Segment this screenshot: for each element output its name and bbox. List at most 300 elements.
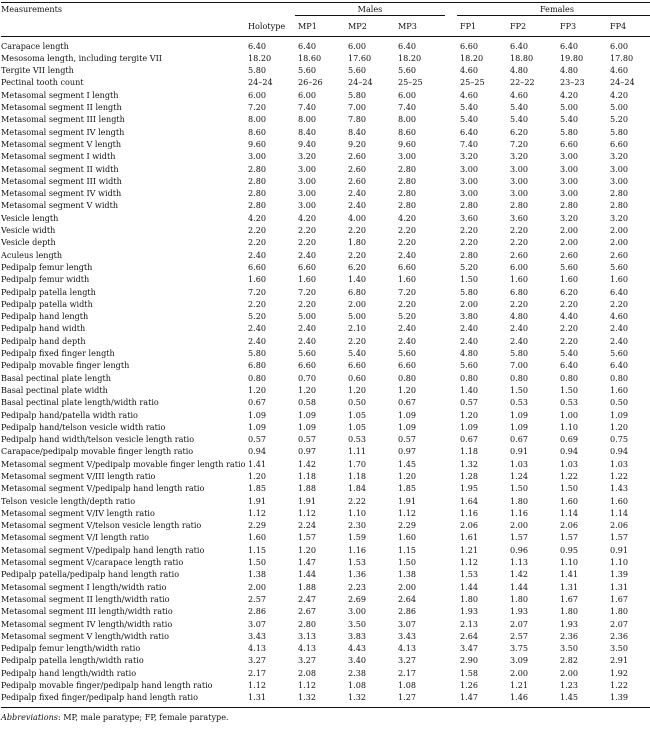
cell-value: 1.91	[298, 495, 317, 506]
row-label: Metasomal segment V/IV length ratio	[1, 507, 155, 518]
row-label: Pedipalp femur length/width ratio	[1, 643, 141, 654]
cell-value: 1.92	[610, 667, 629, 678]
cell-value: 1.20	[398, 384, 417, 395]
cell-value: 2.80	[248, 200, 267, 211]
row-label: Metasomal segment I length/width ratio	[1, 581, 167, 592]
cell-value: 5.40	[348, 348, 367, 359]
cell-value: 1.57	[610, 532, 629, 543]
cell-value: 1.20	[398, 470, 417, 481]
cell-value: 1.85	[248, 483, 267, 494]
cell-value: 1.53	[460, 569, 479, 580]
cell-value: 1.45	[398, 458, 417, 469]
cell-value: 6.00	[510, 261, 529, 272]
group-gap	[445, 568, 457, 580]
cell-value: 23–23	[560, 77, 585, 88]
group-gap	[445, 482, 457, 494]
cell-value: 1.12	[298, 680, 317, 691]
cell-value: 6.80	[348, 286, 367, 297]
cell-value: 3.80	[460, 311, 479, 322]
cell-value: 5.00	[298, 311, 317, 322]
cell-value: 6.40	[460, 126, 479, 137]
row-label: Pedipalp movable finger/pedipalp hand length ratio	[1, 680, 213, 691]
row-label: Pedipalp hand width	[1, 323, 86, 334]
row-label: Metasomal segment IV length	[1, 126, 125, 137]
cell-value: 1.22	[610, 470, 629, 481]
cell-value: 0.60	[348, 372, 367, 383]
cell-value: 2.20	[248, 298, 267, 309]
row-label: Pectinal tooth count	[1, 77, 84, 88]
cell-value: 2.91	[610, 655, 629, 666]
group-gap	[445, 409, 457, 421]
row-label: Metasomal segment V/pedipalp movable finger length ratio	[1, 458, 245, 469]
cell-value: 0.95	[560, 544, 579, 555]
group-gap	[445, 495, 457, 507]
cell-value: 1.93	[510, 606, 529, 617]
cell-value: 2.80	[398, 175, 417, 186]
cell-value: 2.80	[248, 188, 267, 199]
cell-value: 1.32	[345, 691, 395, 707]
row-label: Metasomal segment V length	[1, 138, 122, 149]
cell-value: 2.80	[298, 618, 317, 629]
cell-value: 7.80	[348, 114, 367, 125]
group-gap	[445, 372, 457, 384]
group-gap	[445, 691, 457, 707]
cell-value: 3.00	[510, 163, 529, 174]
row-label: Metasomal segment V/pedipalp hand length ratio	[1, 544, 205, 555]
table-row	[1, 273, 650, 285]
cell-value: 2.60	[348, 175, 367, 186]
cell-value: 2.00	[248, 581, 267, 592]
table-row	[1, 482, 650, 494]
cell-value: 2.22	[348, 495, 367, 506]
cell-value: 0.70	[298, 372, 317, 383]
cell-value: 3.20	[298, 151, 317, 162]
cell-value: 2.40	[298, 323, 317, 334]
measurements-table	[1, 2, 650, 708]
cell-value: 2.38	[348, 667, 367, 678]
cell-value: 1.60	[298, 274, 317, 285]
cell-value: 4.80	[510, 311, 529, 322]
cell-value: 0.80	[248, 372, 267, 383]
cell-value: 1.59	[348, 532, 367, 543]
cell-value: 1.14	[560, 507, 579, 518]
cell-value: 1.09	[610, 409, 629, 420]
cell-value: 1.10	[560, 557, 579, 568]
cell-value: 1.60	[248, 274, 267, 285]
cell-value: 1.09	[398, 409, 417, 420]
cell-value: 2.80	[398, 200, 417, 211]
cell-value: 1.09	[460, 421, 479, 432]
cell-value: 2.20	[460, 225, 479, 236]
cell-value: 1.50	[398, 557, 417, 568]
cell-value: 1.57	[298, 532, 317, 543]
cell-value: 5.20	[398, 311, 417, 322]
group-gap	[445, 163, 457, 175]
cell-value: 1.31	[610, 581, 629, 592]
cell-value: 5.60	[348, 65, 367, 76]
cell-value: 18.80	[510, 52, 534, 63]
cell-value: 1.50	[248, 557, 267, 568]
cell-value: 2.36	[610, 630, 629, 641]
cell-value: 2.40	[398, 249, 417, 260]
cell-value: 6.60	[398, 360, 417, 371]
group-gap	[445, 335, 457, 347]
cell-value: 1.50	[560, 483, 579, 494]
row-label: Carapace length	[1, 40, 69, 51]
cell-value: 4.60	[460, 89, 479, 100]
cell-value: 1.80	[610, 606, 629, 617]
cell-value: 7.40	[460, 138, 479, 149]
table-row	[1, 519, 650, 531]
table-row	[1, 138, 650, 150]
row-label: Metasomal segment II length	[1, 102, 122, 113]
cell-value: 1.09	[298, 409, 317, 420]
cell-value: 1.21	[510, 680, 529, 691]
table-row	[1, 556, 650, 568]
cell-value: 1.58	[460, 667, 479, 678]
group-gap	[445, 52, 457, 64]
cell-value: 0.69	[560, 434, 579, 445]
cell-value: 3.20	[610, 212, 629, 223]
cell-value: 1.13	[510, 557, 529, 568]
cell-value: 3.27	[298, 655, 317, 666]
cell-value: 1.20	[460, 409, 479, 420]
cell-value: 1.05	[348, 421, 367, 432]
row-label: Metasomal segment III width	[1, 175, 122, 186]
row-label: Pedipalp hand width/telson vesicle length ratio	[1, 434, 195, 445]
table-row	[1, 605, 650, 617]
cell-value: 2.00	[560, 225, 579, 236]
cell-value: 0.57	[298, 434, 317, 445]
table-row	[1, 249, 650, 261]
cell-value: 0.94	[560, 446, 579, 457]
row-label: Metasomal segment II width	[1, 163, 119, 174]
row-label: Metasomal segment V/I length ratio	[1, 532, 150, 543]
cell-value: 3.07	[398, 618, 417, 629]
cell-value: 1.09	[510, 409, 529, 420]
cell-value: 2.23	[348, 581, 367, 592]
cell-value: 3.00	[610, 175, 629, 186]
cell-value: 2.17	[398, 667, 417, 678]
cell-value: 1.22	[560, 470, 579, 481]
table-row	[1, 679, 650, 691]
cell-value: 3.43	[248, 630, 267, 641]
group-gap	[445, 581, 457, 593]
group-gap	[445, 249, 457, 261]
cell-value: 5.80	[560, 126, 579, 137]
table-row	[1, 347, 650, 359]
cell-value: 2.20	[398, 298, 417, 309]
group-gap	[445, 126, 457, 138]
table-row	[1, 298, 650, 310]
row-label: Pedipalp patella width	[1, 298, 93, 309]
group-gap	[445, 630, 457, 642]
cell-value: 1.39	[610, 569, 629, 580]
cell-value: 2.90	[460, 655, 479, 666]
cell-value: 6.60	[560, 138, 579, 149]
cell-value: 4.00	[348, 212, 367, 223]
cell-value: 1.00	[560, 409, 579, 420]
cell-value: 1.84	[348, 483, 367, 494]
cell-value: 6.60	[610, 138, 629, 149]
cell-value: 1.67	[560, 593, 579, 604]
cell-value: 1.93	[560, 618, 579, 629]
cell-value: 4.60	[510, 89, 529, 100]
cell-value: 2.40	[298, 249, 317, 260]
group-gap	[445, 359, 457, 371]
cell-value: 2.57	[248, 593, 267, 604]
group-gap	[445, 261, 457, 273]
table-row	[1, 286, 650, 298]
cell-value: 2.47	[298, 593, 317, 604]
table-row	[1, 433, 650, 445]
cell-value: 2.40	[460, 335, 479, 346]
cell-value: 2.80	[460, 200, 479, 211]
column-header-mp3: MP3	[395, 16, 445, 36]
cell-value: 4.20	[248, 212, 267, 223]
cell-value: 2.20	[560, 298, 579, 309]
row-label: Metasomal segment I width	[1, 151, 116, 162]
cell-value: 3.60	[460, 212, 479, 223]
cell-value: 1.15	[248, 544, 267, 555]
table-row	[1, 544, 650, 556]
cell-value: 6.00	[348, 40, 367, 51]
cell-value: 1.27	[395, 691, 445, 707]
cell-value: 4.20	[610, 89, 629, 100]
cell-value: 9.60	[248, 138, 267, 149]
column-header-row	[1, 16, 650, 36]
cell-value: 1.15	[398, 544, 417, 555]
cell-value: 0.58	[298, 397, 317, 408]
cell-value: 6.60	[248, 261, 267, 272]
cell-value: 1.40	[460, 384, 479, 395]
table-row	[1, 359, 650, 371]
table-row	[1, 409, 650, 421]
cell-value: 2.20	[510, 225, 529, 236]
table-row	[1, 261, 650, 273]
cell-value: 2.40	[348, 188, 367, 199]
cell-value: 1.57	[510, 532, 529, 543]
cell-value: 1.44	[298, 569, 317, 580]
cell-value: 2.00	[610, 237, 629, 248]
table-row	[1, 163, 650, 175]
cell-value: 1.88	[298, 581, 317, 592]
column-header-mp2: MP2	[345, 16, 395, 36]
cell-value: 5.80	[248, 348, 267, 359]
table-row	[1, 421, 650, 433]
cell-value: 0.80	[610, 372, 629, 383]
cell-value: 2.60	[510, 249, 529, 260]
cell-value: 1.38	[398, 569, 417, 580]
table-row	[1, 568, 650, 580]
cell-value: 2.40	[510, 335, 529, 346]
table-row	[1, 581, 650, 593]
cell-value: 1.16	[460, 507, 479, 518]
group-gap	[445, 150, 457, 162]
row-label: Pedipalp movable finger length	[1, 360, 130, 371]
table-row	[1, 113, 650, 125]
cell-value: 8.60	[248, 126, 267, 137]
cell-value: 7.00	[348, 102, 367, 113]
cell-value: 8.40	[348, 126, 367, 137]
cell-value: 3.00	[560, 188, 579, 199]
cell-value: 2.30	[348, 520, 367, 531]
cell-value: 1.42	[298, 458, 317, 469]
row-label: Pedipalp hand length/width ratio	[1, 667, 137, 678]
cell-value: 1.53	[348, 557, 367, 568]
cell-value: 3.00	[560, 163, 579, 174]
cell-value: 1.85	[398, 483, 417, 494]
column-header-mp1: MP1	[295, 16, 345, 36]
cell-value: 1.03	[610, 458, 629, 469]
cell-value: 2.80	[460, 249, 479, 260]
cell-value: 5.20	[610, 114, 629, 125]
row-label: Metasomal segment II length/width ratio	[1, 593, 170, 604]
cell-value: 1.16	[348, 544, 367, 555]
table-row	[1, 101, 650, 113]
cell-value: 4.80	[460, 348, 479, 359]
cell-value: 2.20	[248, 225, 267, 236]
cell-value: 18.20	[460, 52, 484, 63]
cell-value: 2.20	[298, 225, 317, 236]
cell-value: 2.60	[610, 249, 629, 260]
cell-value: 7.20	[248, 102, 267, 113]
cell-value: 2.20	[298, 298, 317, 309]
row-label: Pedipalp hand/patella width ratio	[1, 409, 138, 420]
cell-value: 6.60	[460, 40, 479, 51]
cell-value: 0.91	[610, 544, 629, 555]
cell-value: 0.80	[460, 372, 479, 383]
cell-value: 1.50	[460, 274, 479, 285]
cell-value: 1.80	[560, 606, 579, 617]
cell-value: 2.80	[610, 188, 629, 199]
cell-value: 1.03	[560, 458, 579, 469]
cell-value: 5.60	[398, 348, 417, 359]
cell-value: 1.09	[248, 409, 267, 420]
cell-value: 2.00	[398, 581, 417, 592]
row-label: Basal pectinal plate length/width ratio	[1, 397, 159, 408]
row-label: Metasomal segment III length	[1, 114, 125, 125]
cell-value: 3.00	[298, 200, 317, 211]
cell-value: 1.18	[460, 446, 479, 457]
group-gap	[445, 310, 457, 322]
row-label: Metasomal segment I length	[1, 89, 119, 100]
cell-value: 0.50	[610, 397, 629, 408]
cell-value: 0.57	[248, 434, 267, 445]
cell-value: 2.40	[298, 335, 317, 346]
cell-value: 0.57	[460, 397, 479, 408]
table-body	[1, 36, 650, 707]
cell-value: 1.60	[610, 274, 629, 285]
group-gap	[445, 36, 457, 52]
cell-value: 3.50	[560, 643, 579, 654]
cell-value: 1.12	[460, 557, 479, 568]
cell-value: 5.20	[460, 261, 479, 272]
cell-value: 2.80	[398, 188, 417, 199]
row-label: Metasomal segment IV width	[1, 188, 122, 199]
cell-value: 2.67	[298, 606, 317, 617]
cell-value: 1.20	[298, 384, 317, 395]
group-gap	[445, 421, 457, 433]
cell-value: 1.21	[460, 544, 479, 555]
cell-value: 6.60	[298, 261, 317, 272]
cell-value: 2.40	[248, 249, 267, 260]
row-label: Pedipalp femur length	[1, 261, 93, 272]
table-row	[1, 199, 650, 211]
group-gap	[445, 519, 457, 531]
cell-value: 1.57	[560, 532, 579, 543]
group-gap	[445, 224, 457, 236]
cell-value: 1.12	[298, 507, 317, 518]
cell-value: 5.60	[610, 261, 629, 272]
row-label: Telson vesicle length/depth ratio	[1, 495, 136, 506]
cell-value: 2.82	[560, 655, 579, 666]
cell-value: 4.13	[398, 643, 417, 654]
cell-value: 0.94	[248, 446, 267, 457]
cell-value: 24–24	[348, 77, 373, 88]
cell-value: 1.20	[248, 384, 267, 395]
cell-value: 4.13	[248, 643, 267, 654]
cell-value: 3.20	[460, 151, 479, 162]
cell-value: 8.40	[298, 126, 317, 137]
cell-value: 5.80	[460, 286, 479, 297]
cell-value: 6.40	[560, 40, 579, 51]
group-gap	[445, 175, 457, 187]
cell-value: 2.40	[610, 335, 629, 346]
cell-value: 3.00	[560, 175, 579, 186]
cell-value: 25–25	[398, 77, 423, 88]
cell-value: 5.40	[510, 114, 529, 125]
cell-value: 1.60	[398, 532, 417, 543]
cell-value: 5.40	[460, 114, 479, 125]
cell-value: 2.40	[248, 335, 267, 346]
cell-value: 0.67	[248, 397, 267, 408]
cell-value: 3.00	[460, 163, 479, 174]
cell-value: 1.43	[610, 483, 629, 494]
cell-value: 1.41	[248, 458, 267, 469]
cell-value: 1.60	[610, 384, 629, 395]
row-label: Pedipalp hand depth	[1, 335, 86, 346]
table-row	[1, 212, 650, 224]
cell-value: 0.75	[610, 434, 629, 445]
cell-value: 2.20	[510, 237, 529, 248]
row-label: Aculeus length	[1, 249, 63, 260]
cell-value: 18.60	[298, 52, 322, 63]
table-row	[1, 458, 650, 470]
row-label: Vesicle depth	[1, 237, 56, 248]
cell-value: 1.20	[348, 384, 367, 395]
cell-value: 5.60	[560, 261, 579, 272]
group-gap	[445, 64, 457, 76]
cell-value: 5.80	[610, 126, 629, 137]
cell-value: 3.50	[348, 618, 367, 629]
group-gap	[445, 347, 457, 359]
group-gap	[445, 298, 457, 310]
cell-value: 2.20	[610, 298, 629, 309]
table-row	[1, 630, 650, 642]
cell-value: 6.20	[560, 286, 579, 297]
cell-value: 3.00	[560, 151, 579, 162]
cell-value: 2.86	[398, 606, 417, 617]
cell-value: 1.09	[510, 421, 529, 432]
row-label: Basal pectinal plate width	[1, 384, 108, 395]
group-gap	[445, 507, 457, 519]
cell-value: 1.44	[460, 581, 479, 592]
cell-value: 5.40	[460, 102, 479, 113]
cell-value: 4.60	[610, 65, 629, 76]
cell-value: 6.40	[398, 40, 417, 51]
cell-value: 1.28	[460, 470, 479, 481]
